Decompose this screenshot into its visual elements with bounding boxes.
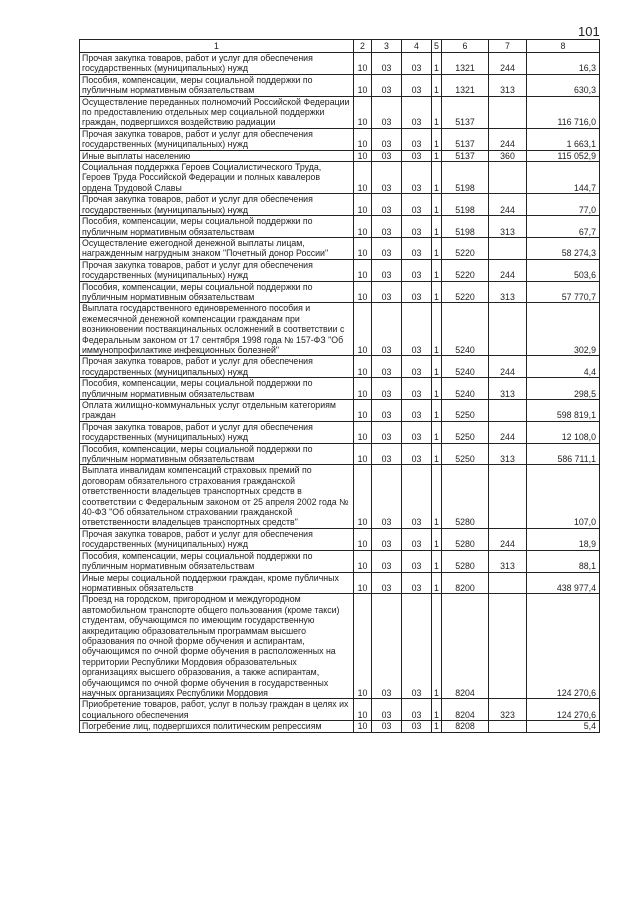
program-code: 03 bbox=[402, 194, 432, 216]
subprogram-code: 1 bbox=[432, 128, 442, 150]
amount: 16,3 bbox=[527, 53, 600, 75]
expense-type-code bbox=[489, 465, 527, 528]
target-article-code: 5220 bbox=[442, 259, 489, 281]
table-row bbox=[80, 303, 600, 356]
subprogram-code: 1 bbox=[432, 150, 442, 161]
amount: 77,0 bbox=[527, 194, 600, 216]
section-code: 10 bbox=[354, 400, 372, 422]
section-code: 10 bbox=[354, 237, 372, 259]
program-code: 03 bbox=[402, 572, 432, 594]
amount: 144,7 bbox=[527, 162, 600, 194]
subprogram-code: 1 bbox=[432, 699, 442, 721]
section-code: 10 bbox=[354, 53, 372, 75]
subprogram-code: 1 bbox=[432, 237, 442, 259]
target-article-code: 5280 bbox=[442, 550, 489, 572]
subprogram-code: 1 bbox=[432, 74, 442, 96]
target-article-code: 5280 bbox=[442, 465, 489, 528]
subsection-code: 03 bbox=[372, 400, 402, 422]
section-code: 10 bbox=[354, 572, 372, 594]
table-row bbox=[80, 465, 600, 528]
subsection-code: 03 bbox=[372, 53, 402, 75]
program-code: 03 bbox=[402, 421, 432, 443]
amount: 115 052,9 bbox=[527, 150, 600, 161]
target-article-code: 5198 bbox=[442, 162, 489, 194]
target-article-code: 5137 bbox=[442, 150, 489, 161]
section-code: 10 bbox=[354, 421, 372, 443]
target-article-code: 5137 bbox=[442, 128, 489, 150]
subprogram-code: 1 bbox=[432, 550, 442, 572]
subprogram-code: 1 bbox=[432, 378, 442, 400]
subprogram-code: 1 bbox=[432, 421, 442, 443]
subprogram-code: 1 bbox=[432, 194, 442, 216]
expense-type-code bbox=[489, 96, 527, 128]
expense-name: Прочая закупка товаров, работ и услуг для обеспечения государственных (муниципальных) нужд bbox=[80, 194, 354, 216]
program-code: 03 bbox=[402, 216, 432, 238]
expense-type-code: 313 bbox=[489, 443, 527, 465]
table-row bbox=[80, 443, 600, 465]
target-article-code: 5240 bbox=[442, 303, 489, 356]
budget-table bbox=[79, 39, 600, 733]
expense-type-code bbox=[489, 594, 527, 699]
target-article-code: 5240 bbox=[442, 356, 489, 378]
program-code: 03 bbox=[402, 443, 432, 465]
subsection-code: 03 bbox=[372, 356, 402, 378]
expense-name: Прочая закупка товаров, работ и услуг для обеспечения государственных (муниципальных) нужд bbox=[80, 421, 354, 443]
expense-name: Проезд на городском, пригородном и междугородном автомобильном транспорте общего пользования (кроме такси) студентам, обучающимся по имеющим государственную аккредитацию образовательным программам высшего образования по очной форме обучения и аспирантам, обучающимся по очной форме обучения в расположенных на территории Республики Мордовия образовательных организациях высшего образования, а также аспирантам, обучающимся по очной форме обучения в государственных научных организациях Республики Мордовия bbox=[80, 594, 354, 699]
target-article-code: 1321 bbox=[442, 74, 489, 96]
target-article-code: 5137 bbox=[442, 96, 489, 128]
expense-type-code: 244 bbox=[489, 528, 527, 550]
section-code: 10 bbox=[354, 74, 372, 96]
header-col-4: 4 bbox=[402, 40, 432, 53]
amount: 124 270,6 bbox=[527, 699, 600, 721]
expense-name: Осуществление переданных полномочий Российской Федерации по предоставлению отдельных мер социальной поддержки граждан, подвергшихся воздействию радиации bbox=[80, 96, 354, 128]
table-row bbox=[80, 699, 600, 721]
subsection-code: 03 bbox=[372, 194, 402, 216]
expense-name: Выплата инвалидам компенсаций страховых премий по договорам обязательного страхования гражданской ответственности владельцев транспортных средств в соответствии с Федеральным законом от 25 апреля 2002 года № 40-ФЗ "Об обязательном страховании гражданской ответственности владельцев транспортных средств" bbox=[80, 465, 354, 528]
expense-type-code: 313 bbox=[489, 550, 527, 572]
section-code: 10 bbox=[354, 96, 372, 128]
target-article-code: 5220 bbox=[442, 237, 489, 259]
program-code: 03 bbox=[402, 465, 432, 528]
section-code: 10 bbox=[354, 528, 372, 550]
expense-name: Выплата государственного единовременного пособия и ежемесячной денежной компенсации гражданам при возникновении поствакцинальных осложнений в соответствии с Федеральным законом от 17 сентября 1998 года № 157-ФЗ "Об иммунопрофилактике инфекционных болезней" bbox=[80, 303, 354, 356]
subprogram-code: 1 bbox=[432, 356, 442, 378]
program-code: 03 bbox=[402, 400, 432, 422]
target-article-code: 8200 bbox=[442, 572, 489, 594]
expense-type-code: 244 bbox=[489, 259, 527, 281]
subsection-code: 03 bbox=[372, 281, 402, 303]
expense-name: Погребение лиц, подвергшихся политическим репрессиям bbox=[80, 721, 354, 732]
section-code: 10 bbox=[354, 281, 372, 303]
subsection-code: 03 bbox=[372, 216, 402, 238]
header-col-6: 6 bbox=[442, 40, 489, 53]
section-code: 10 bbox=[354, 699, 372, 721]
section-code: 10 bbox=[354, 378, 372, 400]
program-code: 03 bbox=[402, 53, 432, 75]
amount: 67,7 bbox=[527, 216, 600, 238]
subsection-code: 03 bbox=[372, 699, 402, 721]
target-article-code: 1321 bbox=[442, 53, 489, 75]
expense-type-code: 313 bbox=[489, 281, 527, 303]
program-code: 03 bbox=[402, 259, 432, 281]
program-code: 03 bbox=[402, 378, 432, 400]
program-code: 03 bbox=[402, 96, 432, 128]
amount: 298,5 bbox=[527, 378, 600, 400]
expense-type-code: 323 bbox=[489, 699, 527, 721]
amount: 302,9 bbox=[527, 303, 600, 356]
expense-name: Пособия, компенсации, меры социальной поддержки по публичным нормативным обязательствам bbox=[80, 550, 354, 572]
subprogram-code: 1 bbox=[432, 162, 442, 194]
section-code: 10 bbox=[354, 465, 372, 528]
table-row bbox=[80, 128, 600, 150]
subprogram-code: 1 bbox=[432, 53, 442, 75]
page-number: 101 bbox=[578, 24, 600, 39]
expense-type-code bbox=[489, 400, 527, 422]
subprogram-code: 1 bbox=[432, 465, 442, 528]
subsection-code: 03 bbox=[372, 721, 402, 732]
expense-name: Иные меры социальной поддержки граждан, кроме публичных нормативных обязательств bbox=[80, 572, 354, 594]
expense-name: Прочая закупка товаров, работ и услуг для обеспечения государственных (муниципальных) нужд bbox=[80, 53, 354, 75]
expense-type-code bbox=[489, 303, 527, 356]
subsection-code: 03 bbox=[372, 443, 402, 465]
expense-name: Прочая закупка товаров, работ и услуг для обеспечения государственных (муниципальных) нужд bbox=[80, 259, 354, 281]
expense-name: Приобретение товаров, работ, услуг в пользу граждан в целях их социального обеспечения bbox=[80, 699, 354, 721]
program-code: 03 bbox=[402, 356, 432, 378]
subsection-code: 03 bbox=[372, 594, 402, 699]
amount: 18,9 bbox=[527, 528, 600, 550]
amount: 57 770,7 bbox=[527, 281, 600, 303]
target-article-code: 8204 bbox=[442, 594, 489, 699]
header-col-7: 7 bbox=[489, 40, 527, 53]
program-code: 03 bbox=[402, 721, 432, 732]
table-row bbox=[80, 216, 600, 238]
expense-name: Социальная поддержка Героев Социалистического Труда, Героев Труда Российской Федерации и полных кавалеров ордена Трудовой Славы bbox=[80, 162, 354, 194]
target-article-code: 5198 bbox=[442, 216, 489, 238]
subsection-code: 03 bbox=[372, 96, 402, 128]
table-row bbox=[80, 356, 600, 378]
header-col-2: 2 bbox=[354, 40, 372, 53]
table-row bbox=[80, 378, 600, 400]
amount: 5,4 bbox=[527, 721, 600, 732]
subsection-code: 03 bbox=[372, 259, 402, 281]
subprogram-code: 1 bbox=[432, 259, 442, 281]
subsection-code: 03 bbox=[372, 421, 402, 443]
header-col-1: 1 bbox=[80, 40, 354, 53]
expense-type-code bbox=[489, 162, 527, 194]
header-col-5: 5 bbox=[432, 40, 442, 53]
expense-type-code: 313 bbox=[489, 216, 527, 238]
subsection-code: 03 bbox=[372, 465, 402, 528]
target-article-code: 5240 bbox=[442, 378, 489, 400]
program-code: 03 bbox=[402, 699, 432, 721]
subsection-code: 03 bbox=[372, 128, 402, 150]
subprogram-code: 1 bbox=[432, 443, 442, 465]
section-code: 10 bbox=[354, 128, 372, 150]
section-code: 10 bbox=[354, 259, 372, 281]
section-code: 10 bbox=[354, 216, 372, 238]
section-code: 10 bbox=[354, 194, 372, 216]
expense-name: Пособия, компенсации, меры социальной поддержки по публичным нормативным обязательствам bbox=[80, 74, 354, 96]
table-row bbox=[80, 721, 600, 732]
amount: 630,3 bbox=[527, 74, 600, 96]
subsection-code: 03 bbox=[372, 74, 402, 96]
expense-type-code bbox=[489, 237, 527, 259]
section-code: 10 bbox=[354, 162, 372, 194]
amount: 88,1 bbox=[527, 550, 600, 572]
subsection-code: 03 bbox=[372, 303, 402, 356]
program-code: 03 bbox=[402, 594, 432, 699]
table-row bbox=[80, 421, 600, 443]
program-code: 03 bbox=[402, 237, 432, 259]
amount: 598 819,1 bbox=[527, 400, 600, 422]
subsection-code: 03 bbox=[372, 572, 402, 594]
amount: 4,4 bbox=[527, 356, 600, 378]
expense-type-code: 244 bbox=[489, 194, 527, 216]
subsection-code: 03 bbox=[372, 378, 402, 400]
expense-type-code: 244 bbox=[489, 356, 527, 378]
table-row bbox=[80, 594, 600, 699]
expense-name: Прочая закупка товаров, работ и услуг для обеспечения государственных (муниципальных) нужд bbox=[80, 356, 354, 378]
section-code: 10 bbox=[354, 150, 372, 161]
section-code: 10 bbox=[354, 303, 372, 356]
subprogram-code: 1 bbox=[432, 281, 442, 303]
expense-name: Оплата жилищно-коммунальных услуг отдельным категориям граждан bbox=[80, 400, 354, 422]
header-col-8: 8 bbox=[527, 40, 600, 53]
table-row bbox=[80, 237, 600, 259]
amount: 107,0 bbox=[527, 465, 600, 528]
amount: 503,6 bbox=[527, 259, 600, 281]
table-row bbox=[80, 194, 600, 216]
subprogram-code: 1 bbox=[432, 528, 442, 550]
table-row bbox=[80, 572, 600, 594]
subprogram-code: 1 bbox=[432, 303, 442, 356]
expense-type-code bbox=[489, 572, 527, 594]
table-row bbox=[80, 550, 600, 572]
table-row bbox=[80, 74, 600, 96]
target-article-code: 5250 bbox=[442, 421, 489, 443]
subsection-code: 03 bbox=[372, 237, 402, 259]
expense-name: Прочая закупка товаров, работ и услуг для обеспечения государственных (муниципальных) нужд bbox=[80, 528, 354, 550]
program-code: 03 bbox=[402, 74, 432, 96]
header-row bbox=[80, 40, 600, 53]
program-code: 03 bbox=[402, 528, 432, 550]
table-row bbox=[80, 96, 600, 128]
section-code: 10 bbox=[354, 356, 372, 378]
amount: 58 274,3 bbox=[527, 237, 600, 259]
table-row bbox=[80, 400, 600, 422]
subprogram-code: 1 bbox=[432, 594, 442, 699]
program-code: 03 bbox=[402, 281, 432, 303]
expense-name: Иные выплаты населению bbox=[80, 150, 354, 161]
target-article-code: 8204 bbox=[442, 699, 489, 721]
amount: 1 663,1 bbox=[527, 128, 600, 150]
expense-name: Пособия, компенсации, меры социальной поддержки по публичным нормативным обязательствам bbox=[80, 216, 354, 238]
expense-type-code: 244 bbox=[489, 53, 527, 75]
target-article-code: 8208 bbox=[442, 721, 489, 732]
expense-name: Пособия, компенсации, меры социальной поддержки по публичным нормативным обязательствам bbox=[80, 281, 354, 303]
subsection-code: 03 bbox=[372, 162, 402, 194]
table-row bbox=[80, 162, 600, 194]
subprogram-code: 1 bbox=[432, 96, 442, 128]
program-code: 03 bbox=[402, 550, 432, 572]
program-code: 03 bbox=[402, 162, 432, 194]
section-code: 10 bbox=[354, 594, 372, 699]
section-code: 10 bbox=[354, 443, 372, 465]
program-code: 03 bbox=[402, 128, 432, 150]
expense-name: Осуществление ежегодной денежной выплаты лицам, награжденным нагрудным знаком "Почетный донор России" bbox=[80, 237, 354, 259]
subsection-code: 03 bbox=[372, 550, 402, 572]
program-code: 03 bbox=[402, 150, 432, 161]
amount: 124 270,6 bbox=[527, 594, 600, 699]
subprogram-code: 1 bbox=[432, 216, 442, 238]
subsection-code: 03 bbox=[372, 150, 402, 161]
header-col-3: 3 bbox=[372, 40, 402, 53]
target-article-code: 5220 bbox=[442, 281, 489, 303]
amount: 12 108,0 bbox=[527, 421, 600, 443]
expense-type-code: 313 bbox=[489, 74, 527, 96]
expense-type-code bbox=[489, 721, 527, 732]
target-article-code: 5280 bbox=[442, 528, 489, 550]
table-row bbox=[80, 528, 600, 550]
expense-type-code: 360 bbox=[489, 150, 527, 161]
target-article-code: 5250 bbox=[442, 400, 489, 422]
amount: 586 711,1 bbox=[527, 443, 600, 465]
subsection-code: 03 bbox=[372, 528, 402, 550]
subprogram-code: 1 bbox=[432, 400, 442, 422]
table-row bbox=[80, 53, 600, 75]
expense-type-code: 313 bbox=[489, 378, 527, 400]
table-body bbox=[80, 53, 600, 733]
expense-type-code: 244 bbox=[489, 128, 527, 150]
expense-name: Пособия, компенсации, меры социальной поддержки по публичным нормативным обязательствам bbox=[80, 443, 354, 465]
section-code: 10 bbox=[354, 550, 372, 572]
section-code: 10 bbox=[354, 721, 372, 732]
target-article-code: 5198 bbox=[442, 194, 489, 216]
amount: 438 977,4 bbox=[527, 572, 600, 594]
subprogram-code: 1 bbox=[432, 572, 442, 594]
expense-name: Пособия, компенсации, меры социальной поддержки по публичным нормативным обязательствам bbox=[80, 378, 354, 400]
target-article-code: 5250 bbox=[442, 443, 489, 465]
table-row bbox=[80, 259, 600, 281]
program-code: 03 bbox=[402, 303, 432, 356]
table-row bbox=[80, 281, 600, 303]
subprogram-code: 1 bbox=[432, 721, 442, 732]
expense-type-code: 244 bbox=[489, 421, 527, 443]
expense-name: Прочая закупка товаров, работ и услуг для обеспечения государственных (муниципальных) нужд bbox=[80, 128, 354, 150]
table-row bbox=[80, 150, 600, 161]
amount: 116 716,0 bbox=[527, 96, 600, 128]
